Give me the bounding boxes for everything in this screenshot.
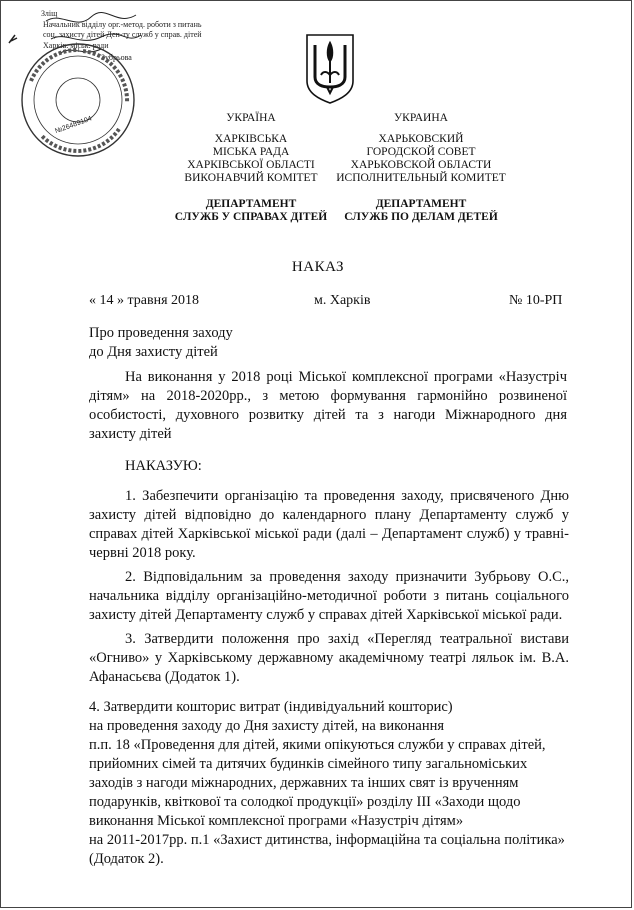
document-city: м. Харків — [314, 293, 371, 308]
order-item-2 — [89, 568, 569, 625]
stamp-line-1: Зліщ — [41, 9, 58, 18]
header-ua-country: УКРАЇНА — [226, 112, 276, 124]
document-subject-line-1: Про проведення заходу — [89, 325, 233, 341]
stamp-line-3: соц. захисту дітей Деп-ту служб у справ. дітей — [43, 30, 202, 39]
intro-paragraph — [89, 368, 567, 444]
document-date: « 14 » травня 2018 — [89, 293, 200, 308]
header-ua-council-1: ХАРКІВСЬКА — [214, 133, 288, 145]
order-item-2-text: 2. Відповідальним за проведення заходу призначити Зубрьову О.С., начальника відділу організаційно-методичної роботи з питань соціального захисту дітей Департаменту служб у справах дітей Харківської міської ради. — [89, 569, 569, 623]
trident-icon — [303, 31, 357, 105]
stamp-line-4: Харків. міськ. ради — [43, 41, 109, 50]
header-ua-council-2: МІСЬКА РАДА — [212, 146, 290, 158]
header-ua-dept-1: ДЕПАРТАМЕНТ — [205, 198, 297, 210]
order-item-4 — [89, 698, 565, 869]
order-item-4-line: заходів з нагоди міжнародних, державних та інших свят із врученням — [89, 775, 519, 791]
stamp-line-5: Зубрьова — [101, 53, 132, 62]
document-subject-line-2: до Дня захисту дітей — [89, 344, 218, 360]
header-ua-council-4: ВИКОНАВЧИЙ КОМІТЕТ — [184, 172, 318, 184]
order-word: НАКАЗУЮ: — [125, 458, 202, 474]
order-item-4-line: прийомних сімей та дитячих будинків сімейного типу загальноміських — [89, 756, 528, 772]
header-ru-dept-1: ДЕПАРТАМЕНТ — [375, 198, 467, 210]
header-ru-council-4: ИСПОЛНИТЕЛЬНЫЙ КОМИТЕТ — [336, 172, 506, 184]
header-ru-council-1: ХАРЬКОВСКИЙ — [378, 133, 464, 145]
document-number: № 10-РП — [509, 293, 563, 308]
intro-text: На виконання у 2018 році Міської комплексної програми «Назустріч дітям» на 2018-2020рр., з метою формування гармонійно розвиненої особистості, духовного розвитку дітей та з нагоди Міжнародного дня захисту дітей — [89, 369, 567, 442]
order-item-1-text: 1. Забезпечити організацію та проведення заходу, присвяченого Дню захисту дітей відповідно до календарного плану Департаменту служб у справах дітей Харківської міської ради (далі – Департамент служб) у травні-червні 2018 року. — [89, 488, 569, 561]
order-item-4-line: виконання Міської комплексної програми «Назустріч дітям» — [89, 813, 464, 829]
header-ua-dept-2: СЛУЖБ У СПРАВАХ ДІТЕЙ — [174, 211, 328, 223]
order-item-4-line: подарунків, квіткової та солодкої продукції» розділу ІІІ «Заходи щодо — [89, 794, 521, 810]
order-item-4-line: (Додаток 2). — [89, 851, 164, 867]
order-item-3-text: 3. Затвердити положення про захід «Перегляд театральної вистави «Огниво» у Харківському державному академічному театрі ляльок ім. В.А. Афанасьєва (Додаток 1). — [89, 631, 569, 685]
order-item-1 — [89, 487, 569, 563]
header-ru-country: УКРАИНА — [394, 112, 448, 124]
order-item-4-line: п.п. 18 «Проведення для дітей, якими опікуються служби у справах дітей, — [89, 737, 546, 753]
seal-number: №26489104 — [54, 115, 93, 136]
header-ru-dept-2: СЛУЖБ ПО ДЕЛАМ ДЕТЕЙ — [344, 211, 498, 223]
order-item-4-line: на 2011-2017рр. п.1 «Захист дитинства, інформаційна та соціальна політика» — [89, 832, 565, 848]
stamp-line-2: Начальник відділу орг.-метод. роботи з питань — [43, 20, 202, 29]
document-title: НАКАЗ — [291, 259, 345, 275]
order-item-4-line: 4. Затвердити кошторис витрат (індивідуальний кошторис) — [89, 699, 453, 715]
header-ua-council-3: ХАРКІВСЬКОЇ ОБЛАСТІ — [187, 159, 315, 171]
order-item-3 — [89, 630, 569, 687]
round-seal-icon — [19, 41, 137, 159]
header-ru-council-2: ГОРОДСКОЙ СОВЕТ — [366, 146, 476, 158]
header-ru-council-3: ХАРЬКОВСКОЙ ОБЛАСТИ — [350, 159, 492, 171]
order-item-4-line: на проведення заходу до Дня захисту дітей, на виконання — [89, 718, 445, 734]
